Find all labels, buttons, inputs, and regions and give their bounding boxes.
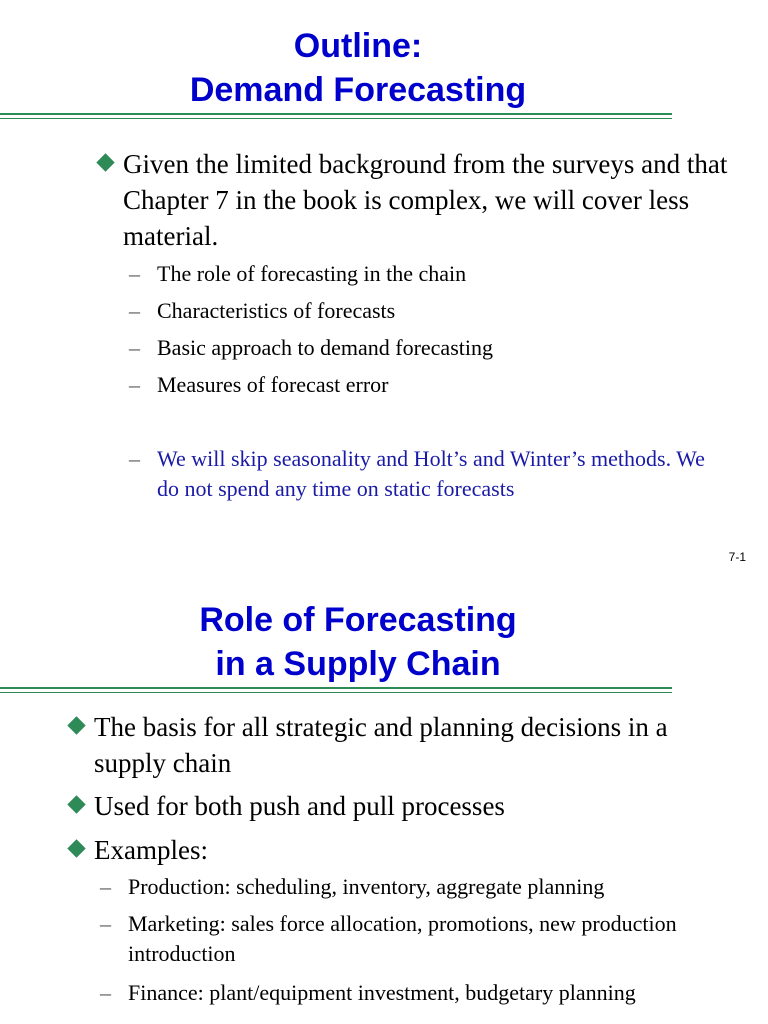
diamond-bullet-icon	[67, 716, 85, 734]
title-line-1: Role of Forecasting	[199, 601, 517, 639]
dash-icon: –	[129, 298, 140, 323]
sub-item: – Finance: plant/equipment investment, budgetary planning	[128, 978, 668, 1008]
dash-icon: –	[129, 446, 140, 471]
slide-title	[0, 598, 716, 686]
dash-icon: –	[129, 372, 140, 397]
bullet-text: The basis for all strategic and planning decisions in a supply chain	[94, 712, 668, 778]
diamond-bullet-icon	[67, 795, 85, 813]
dash-icon: –	[100, 980, 111, 1005]
slide-title	[0, 24, 716, 112]
sub-item: – Measures of forecast error	[157, 370, 747, 400]
sub-item: – Production: scheduling, inventory, aggregate planning	[128, 872, 748, 902]
bullet-text: Examples:	[94, 835, 208, 865]
sub-item: – Characteristics of forecasts	[157, 296, 747, 326]
dash-icon: –	[129, 335, 140, 360]
title-divider	[0, 113, 672, 119]
sub-item: – The role of forecasting in the chain	[157, 259, 747, 289]
title-line-2: in a Supply Chain	[215, 645, 501, 683]
diamond-bullet-icon	[67, 839, 85, 857]
title-line-2: Demand Forecasting	[189, 71, 527, 109]
dash-icon: –	[129, 261, 140, 286]
title-divider	[0, 687, 672, 693]
page-number: 7-1	[728, 550, 746, 564]
skip-note: – We will skip seasonality and Holt’s and Winter’s methods. We do not spend any time on static forecasts	[129, 446, 705, 501]
sub-item: – Basic approach to demand forecasting	[157, 333, 747, 363]
sub-item: – Marketing: sales force allocation, promotions, new production introduction	[100, 911, 677, 966]
diamond-bullet-icon	[96, 153, 114, 171]
slide-role-of-forecasting	[0, 576, 768, 1024]
bullet-text: Given the limited background from the surveys and that Chapter 7 in the book is complex, we will cover less material.	[123, 149, 728, 251]
dash-icon: –	[100, 911, 111, 936]
dash-icon: –	[100, 874, 111, 899]
title-line-1: Outline:	[293, 27, 423, 65]
bullet-text: Used for both push and pull processes	[94, 791, 505, 821]
